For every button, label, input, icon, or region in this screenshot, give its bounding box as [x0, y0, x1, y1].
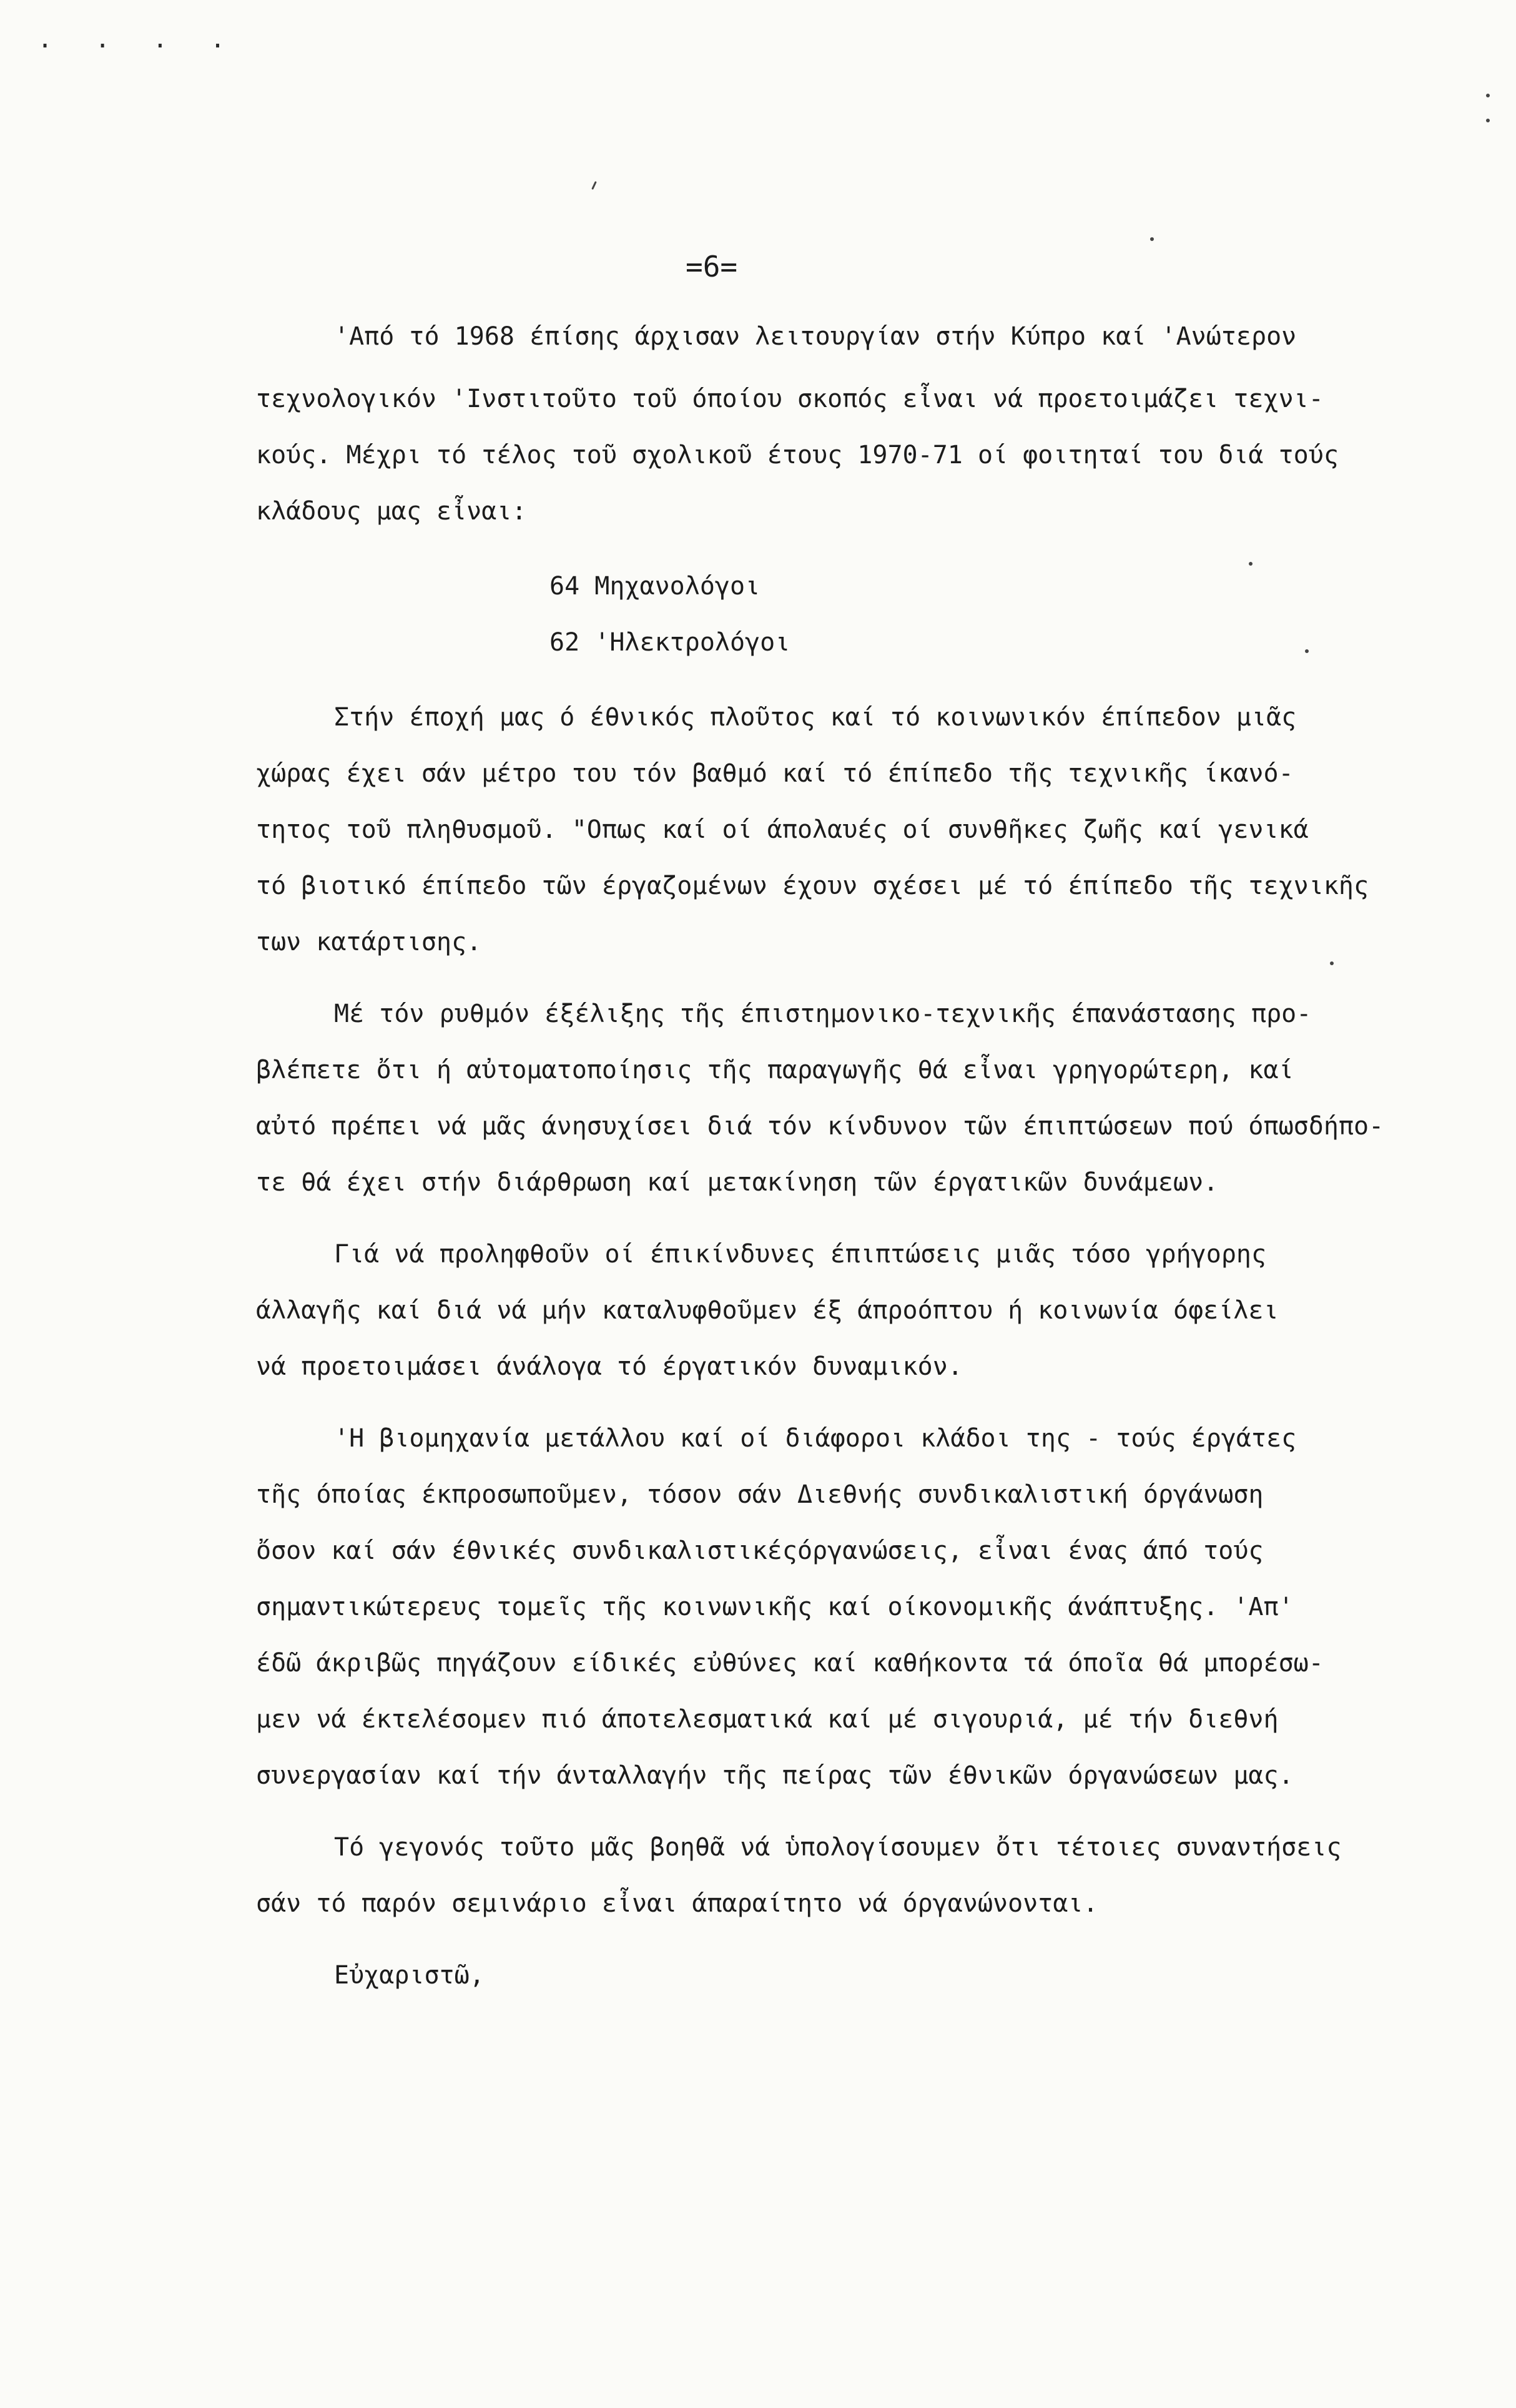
text-line: μεν νά έκτελέσομεν πιό άποτελεσματικά καί μέ σιγουριά, μέ τήν διεθνή [256, 1705, 1279, 1734]
text-line: 'Η βιομηχανία μετάλλου καί οί διάφοροι κλάδοι της - τούς έργάτες [334, 1424, 1297, 1453]
text-line: αὐτό πρέπει νά μᾶς άνησυχίσει διά τόν κίνδυνον τῶν έπιπτώσεων πού όπωσδήπο- [256, 1112, 1384, 1141]
text-line: σάν τό παρόν σεμινάριο εἶναι άπαραίτητο νά όργανώνονται. [256, 1889, 1098, 1918]
closing-text: Εὐχαριστῶ, [334, 1961, 485, 1990]
text-line: χώρας έχει σάν μέτρο του τόν βαθμό καί τό έπίπεδο τῆς τεχνικῆς ίκανό- [256, 759, 1294, 788]
scan-speck [1330, 961, 1334, 965]
list-item: 62 'Ηλεκτρολόγοι [549, 628, 790, 657]
text-line: έδῶ άκριβῶς πηγάζουν είδικές εὐθύνες καί καθήκοντα τά όποῖα θά μπορέσω- [256, 1649, 1324, 1678]
text-line: νά προετοιμάσει άνάλογα τό έργατικόν δυναμικόν. [256, 1352, 963, 1381]
text-line: άλλαγῆς καί διά νά μήν καταλυφθοῦμεν έξ άπροόπτου ή κοινωνία όφείλει [256, 1296, 1279, 1325]
text-line: κλάδους μας εἶναι: [256, 497, 527, 526]
scan-speck [1305, 649, 1309, 653]
text-line: συνεργασίαν καί τήν άνταλλαγήν τῆς πείρας τῶν έθνικῶν όργανώσεων μας. [256, 1761, 1294, 1790]
scan-speck [1249, 562, 1253, 566]
text-line: τῆς όποίας έκπροσωποῦμεν, τόσον σάν Διεθνής συνδικαλιστική όργάνωση [256, 1480, 1264, 1509]
text-line: Στήν έποχή μας ό έθνικός πλοῦτος καί τό κοινωνικόν έπίπεδον μιᾶς [334, 703, 1297, 732]
text-line: σημαντικώτερευς τομεῖς τῆς κοινωνικῆς καί οίκονομικῆς άνάπτυξης. 'Απ' [256, 1593, 1294, 1621]
text-line: τε θά έχει στήν διάρθρωση καί μετακίνηση τῶν έργατικῶν δυνάμεων. [256, 1168, 1219, 1197]
text-line: κούς. Μέχρι τό τέλος τοῦ σχολικοῦ έτους 1970-71 οί φοιτηταί του διά τούς [256, 441, 1339, 469]
text-line: 'Από τό 1968 έπίσης άρχισαν λειτουργίαν στήν Κύπρο καί 'Ανώτερον [334, 322, 1297, 351]
text-line: Τό γεγονός τοῦτο μᾶς βοηθᾶ νά ὑπολογίσουμεν ὄτι τέτοιες συναντήσεις [334, 1833, 1342, 1862]
text-line: των κατάρτισης. [256, 928, 482, 956]
scan-speck [1486, 119, 1490, 122]
text-line: τητος τοῦ πληθυσμοῦ. "Οπως καί οί άπολαυές οί συνθῆκες ζωῆς καί γενικά [256, 815, 1309, 844]
text-line: τεχνολογικόν 'Ινστιτοῦτο τοῦ όποίου σκοπός εἶναι νά προετοιμάζει τεχνι- [256, 385, 1324, 413]
scan-speck [1150, 237, 1154, 241]
text-line: τό βιοτικό έπίπεδο τῶν έργαζομένων έχουν σχέσει μέ τό έπίπεδο τῆς τεχνικῆς [256, 872, 1369, 900]
text-line: βλέπετε ὄτι ή αὐτοματοποίησις τῆς παραγωγῆς θά εἶναι γρηγορώτερη, καί [256, 1056, 1294, 1084]
scan-speck [591, 181, 597, 190]
text-line: Μέ τόν ρυθμόν έξέλιξης τῆς έπιστημονικο-τεχνικῆς έπανάστασης προ- [334, 1000, 1312, 1028]
top-left-marks: . . . . [37, 25, 239, 54]
scan-speck [1486, 94, 1490, 97]
text-line: ὄσον καί σάν έθνικές συνδικαλιστικέςόργανώσεις, εἶναι ένας άπό τούς [256, 1536, 1264, 1565]
page-number: =6= [686, 250, 738, 283]
text-line: Γιά νά προληφθοῦν οί έπικίνδυνες έπιπτώσεις μιᾶς τόσο γρήγορης [334, 1240, 1267, 1269]
list-item: 64 Μηχανολόγοι [549, 572, 760, 601]
